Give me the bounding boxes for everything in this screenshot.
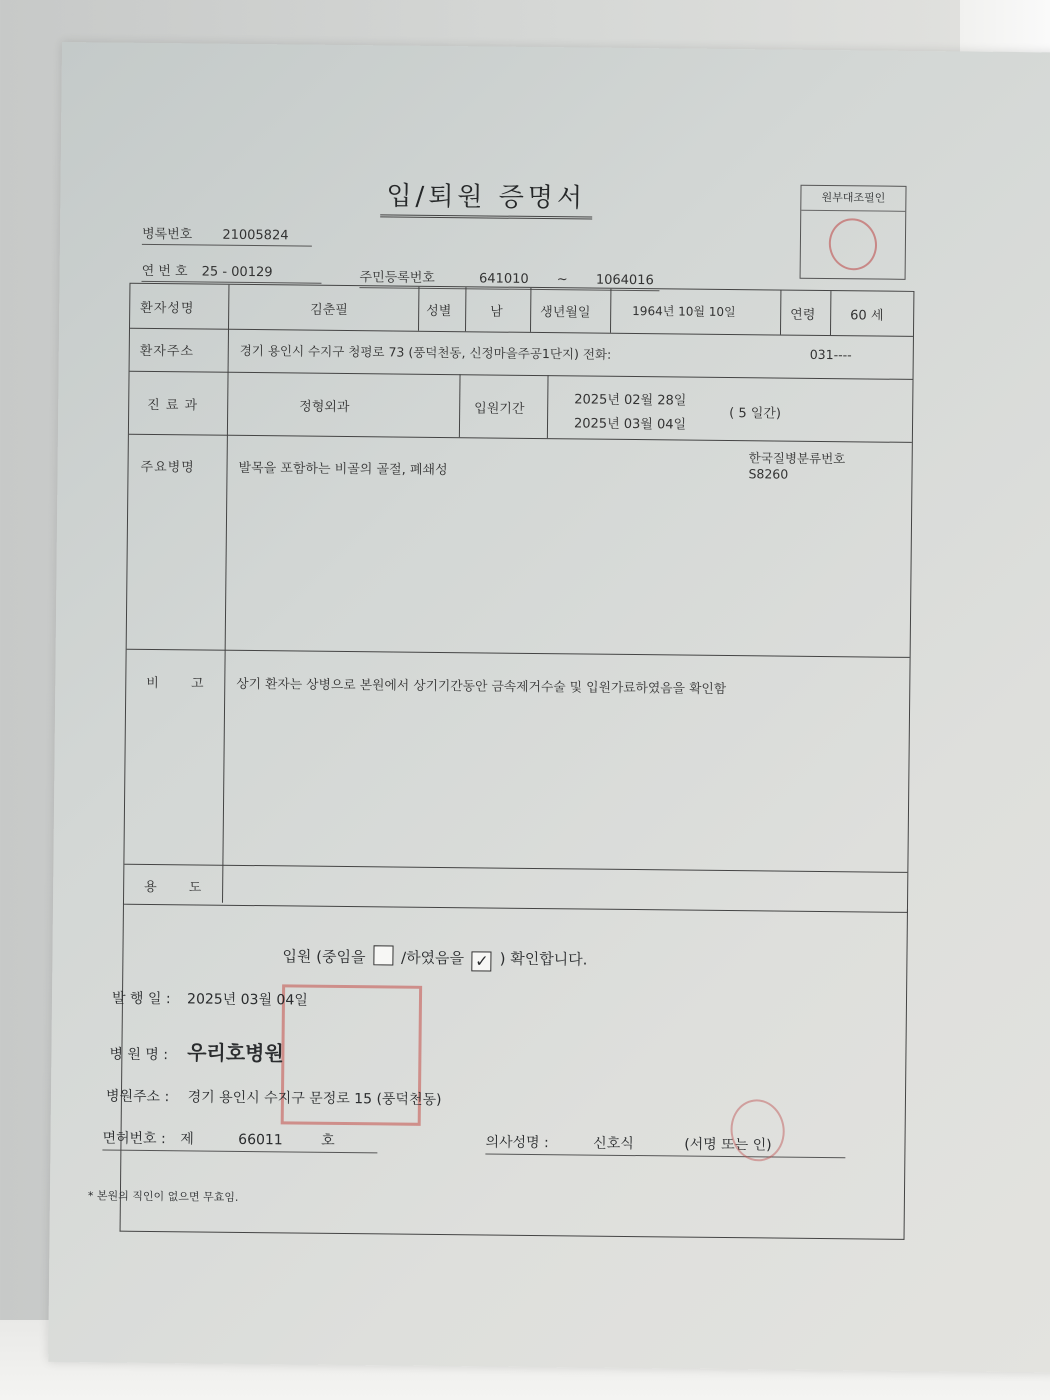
col-divider: [780, 291, 781, 335]
document-title: 입/퇴원 증명서: [380, 175, 592, 219]
col-divider: [547, 375, 549, 438]
issue-date: 2025년 03월 04일: [186, 991, 308, 1009]
serial-number: 25 - 00129: [201, 264, 273, 281]
confirmation-stamp-box: [800, 185, 907, 280]
serial-number-line: [141, 260, 321, 284]
serial-number-label: 연 번 호: [141, 263, 188, 280]
row-divider: [130, 328, 913, 337]
license-line: [102, 1127, 377, 1153]
birth-label: 생년월일: [540, 305, 591, 321]
birth-date: 1964년 10월 10일: [632, 303, 736, 320]
col-divider: [610, 289, 611, 333]
usage-label: 용 도: [144, 879, 216, 896]
signature-note: (서명 또는 인): [684, 1136, 772, 1154]
record-number-line: [142, 223, 312, 247]
col-divider: [530, 288, 531, 332]
license-prefix: 제: [180, 1131, 194, 1148]
row-divider: [127, 649, 910, 658]
info-table: [123, 283, 914, 913]
confirmation-stamp-label: 원부대조필인: [801, 186, 905, 212]
row-divider: [129, 434, 912, 443]
admission-confirmation: [282, 944, 587, 972]
diagnosis-label: 주요병명: [140, 459, 195, 476]
issue-date-line: [112, 988, 308, 1010]
patient-phone: 031----: [809, 346, 852, 363]
validity-footnote: * 본원의 직인이 없으면 무효임.: [87, 1189, 239, 1204]
confirmation-middle: /하였음을: [400, 948, 465, 968]
resident-number-back: 1064016: [595, 272, 654, 289]
sex-value: 남: [490, 304, 503, 320]
hospital-address-label: 병원주소 :: [105, 1088, 170, 1106]
disease-code-label: 한국질병분류번호: [748, 450, 846, 467]
completed-checkbox: ✓: [472, 951, 492, 971]
certificate-document: [48, 42, 1050, 1373]
patient-name-label: 환자성명: [140, 300, 195, 317]
confirmation-prefix: 입원 (중임을: [282, 947, 366, 967]
license-label: 면허번호 :: [102, 1130, 166, 1148]
age-value: 60 세: [850, 308, 884, 324]
remarks-text: 상기 환자는 상병으로 본원에서 상기기간동안 금속제거수술 및 입원가료하였음을 확인함: [236, 676, 727, 697]
disease-code: S8260: [748, 466, 789, 482]
sex-label: 성별: [426, 303, 452, 320]
remarks-label: 비 고: [146, 675, 218, 692]
label-column-divider: [222, 285, 229, 903]
record-number: 21005824: [222, 227, 289, 244]
department-label: 진 료 과: [147, 397, 199, 414]
license-suffix: 호: [321, 1132, 335, 1149]
col-divider: [465, 287, 466, 331]
hospital-name: 우리호병원: [187, 1040, 284, 1066]
diagnosis-text: 발목을 포함하는 비골의 골절, 폐쇄성: [238, 460, 448, 479]
hospital-name-line: [109, 1036, 284, 1067]
resident-number-front: 641010: [478, 271, 529, 287]
row-divider: [130, 371, 913, 380]
row-divider: [124, 864, 907, 873]
address-label: 환자주소: [139, 343, 195, 360]
admission-days: ( 5 일간): [729, 406, 782, 422]
admission-start-date: 2025년 02월 28일: [574, 392, 687, 409]
age-label: 연령: [790, 307, 816, 323]
record-number-label: 병록번호: [141, 226, 193, 243]
resident-number-label: 주민등록번호: [359, 270, 435, 286]
resident-number-separator: ~: [556, 272, 568, 288]
hospital-address-line: [106, 1086, 442, 1110]
hospital-address: 경기 용인시 수지구 문정로 15 (풍덕천동): [187, 1089, 442, 1109]
patient-address: 경기 용인시 수지구 청평로 73 (풍덕천동, 신정마을주공1단지) 전화:: [239, 342, 612, 362]
hospital-name-label: 병 원 명 :: [109, 1046, 169, 1064]
doctor-line: [485, 1131, 845, 1158]
confirmation-suffix: ) 확인합니다.: [499, 949, 588, 969]
doctor-name: 신호식: [593, 1135, 634, 1153]
department: 정형외과: [299, 399, 350, 416]
patient-name: 김춘필: [310, 302, 348, 319]
ongoing-checkbox: [373, 945, 393, 965]
issue-date-label: 발 행 일 :: [111, 990, 171, 1008]
confirmation-seal: [824, 214, 881, 274]
doctor-name-label: 의사성명 :: [485, 1134, 549, 1152]
admission-end-date: 2025년 03월 04일: [573, 416, 687, 433]
col-divider: [830, 291, 831, 335]
col-divider: [459, 374, 461, 437]
col-divider: [418, 287, 419, 331]
admission-period-label: 입원기간: [474, 401, 525, 417]
license-number: 66011: [238, 1131, 283, 1149]
